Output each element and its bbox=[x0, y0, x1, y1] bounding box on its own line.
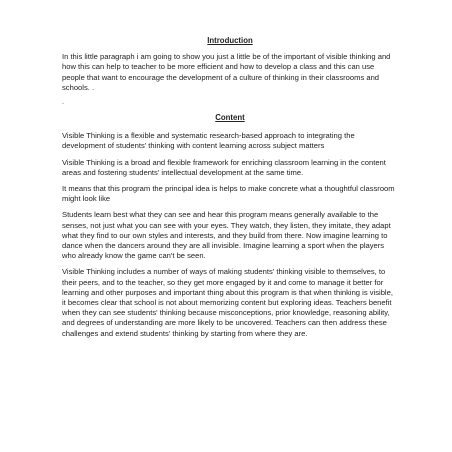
intro-paragraph: In this little paragraph i am going to show you just a little be of the important of visible thinking and how this can help to teacher to be more efficient and how to develop a class and this can use people that want to encourage the development of a culture of thinking in their classrooms and schools. . bbox=[62, 52, 391, 92]
content-paragraph-1: Visible Thinking is a flexible and systematic research-based approach to integrating the development of students' thinking with content learning across subject matters bbox=[62, 131, 355, 151]
content-heading: Content bbox=[215, 113, 245, 123]
stray-marker: . bbox=[62, 99, 64, 107]
content-paragraph-4: Students learn best what they can see and hear this program means generally available to the senses, not just what you can see with your eyes. They watch, they listen, they imitate, they adapt what they find to our own styles and interests, and they build from there. Now imagine learning to dance when the dancers around they are all invisible. Imagine learning a sport when the players who already know the game can't be seen. bbox=[62, 210, 391, 261]
content-paragraph-5: Visible Thinking includes a number of ways of making students' thinking visible to themselves, to their peers, and to the teacher, so they get more engaged by it and come to manage it better for learning and other purposes and important thing about this program is that when thinking is visible, it becomes clear that school is not about memorizing content but exploring ideas. Teachers benefit when they can see students' thinking because misconceptions, prior knowledge, reasoning ability, and degrees of understanding are more likely to be uncovered. Teachers can then address these challenges and extend students' thinking by starting from where they are. bbox=[62, 267, 393, 338]
content-paragraph-2: Visible Thinking is a broad and flexible framework for enriching classroom learning in the content areas and fostering students' intellectual development at the same time. bbox=[62, 157, 386, 177]
document-page bbox=[62, 36, 398, 345]
intro-heading: Introduction bbox=[207, 36, 253, 45]
content-paragraph-3: It means that this program the principal idea is helps to make concrete what a thoughtful classroom might look like bbox=[62, 184, 395, 204]
